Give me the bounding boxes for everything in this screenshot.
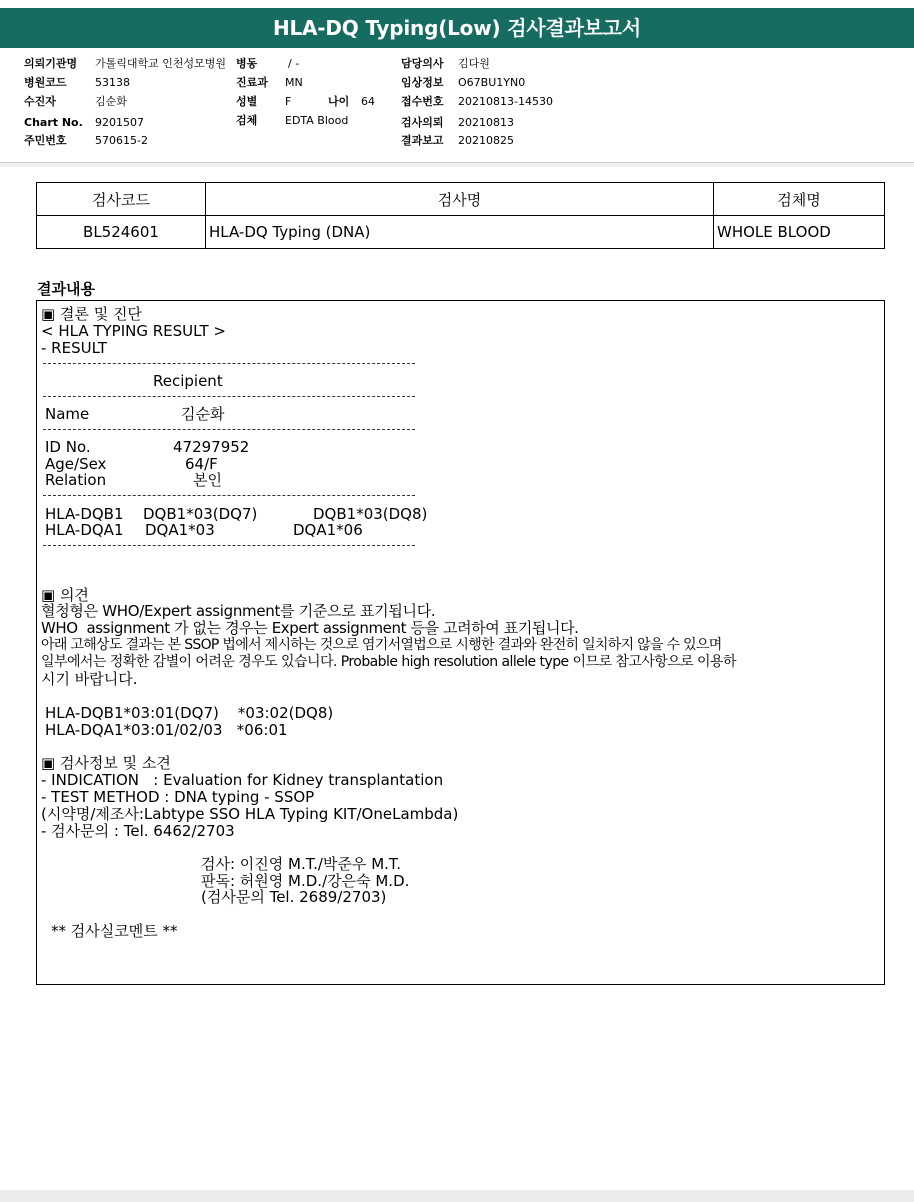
- indication-line: - INDICATION : Evaluation for Kidney transplantation: [41, 771, 444, 789]
- typing-result-title: < HLA TYPING RESULT >: [41, 322, 226, 340]
- relation-value: 본인: [193, 471, 222, 489]
- header-test-code: 검사코드: [37, 183, 206, 216]
- id-value: 47297952: [173, 438, 250, 456]
- specimen-label: 검체: [236, 114, 258, 127]
- test-method-line: - TEST METHOD : DNA typing - SSOP: [41, 788, 315, 806]
- test-table: [36, 182, 885, 249]
- request-date-label: 검사의뢰: [401, 116, 444, 129]
- conclusion-title: ▣ 결론 및 진단: [41, 305, 142, 323]
- dqb1-label: HLA-DQB1: [45, 505, 124, 523]
- name-label: Name: [45, 405, 90, 423]
- cell-test-name: HLA-DQ Typing (DNA): [206, 216, 714, 249]
- header-test-name: 검사명: [206, 183, 714, 216]
- opinion-line-1: 혈청형은 WHO/Expert assignment를 기준으로 표기됩니다.: [41, 602, 436, 620]
- institution-label: 의뢰기관명: [24, 57, 78, 70]
- lab-comment-title: ** 검사실코멘트 **: [51, 922, 178, 940]
- inquiry-line: - 검사문의 : Tel. 6462/2703: [41, 822, 235, 840]
- agesex-label: Age/Sex: [45, 455, 107, 473]
- reagent-line: (시약명/제조사:Labtype SSO HLA Typing KIT/OneLambda): [41, 805, 459, 823]
- report-title-banner: [0, 8, 914, 48]
- test-table-header-row: [37, 183, 885, 216]
- ward-value: / -: [288, 57, 300, 70]
- bottom-scroll-strip: [0, 1190, 914, 1202]
- resident-no-label: 주민번호: [24, 134, 67, 147]
- dqb1-allele-1: DQB1*03(DQ7): [143, 505, 258, 523]
- doctor-label: 담당의사: [401, 57, 444, 70]
- age-label: 나이: [328, 95, 350, 108]
- patient-label: 수진자: [24, 95, 56, 108]
- agesex-value: 64/F: [185, 455, 218, 473]
- table-row: [37, 216, 885, 249]
- doctor-value: 김다원: [458, 57, 490, 70]
- dashed-divider: [43, 495, 415, 496]
- clinical-info-label: 임상정보: [401, 76, 444, 89]
- report-date-value: 20210825: [458, 134, 514, 147]
- cell-test-code: BL524601: [37, 216, 206, 249]
- name-value: 김순화: [181, 405, 225, 423]
- relation-label: Relation: [45, 471, 107, 489]
- request-date-value: 20210813: [458, 116, 514, 129]
- department-label: 진료과: [236, 76, 268, 89]
- clinical-info-value: O67BU1YN0: [458, 76, 526, 89]
- recipient-heading: Recipient: [153, 372, 223, 390]
- patient-name: 김순화: [95, 95, 127, 108]
- hospital-code-label: 병원코드: [24, 76, 67, 89]
- dqa1-allele-2: DQA1*06: [293, 521, 363, 539]
- dqb1-allele-2: DQB1*03(DQ8): [313, 505, 428, 523]
- dashed-divider: [43, 429, 415, 430]
- chart-no-label: Chart No.: [24, 116, 83, 129]
- id-label: ID No.: [45, 438, 91, 456]
- reader-line: 판독: 허원영 M.D./강은숙 M.D.: [201, 872, 410, 890]
- specimen-value: EDTA Blood: [285, 114, 349, 127]
- opinion-line-3: 아래 고해상도 결과는 본 SSOP 법에서 제시하는 것으로 염기서열법으로 시행한 결과와 완전히 일치하지 않을 수 있으며: [41, 637, 722, 653]
- dashed-divider: [43, 545, 415, 546]
- resident-no-value: 570615-2: [95, 134, 148, 147]
- report-title: HLA-DQ Typing(Low) 검사결과보고서: [272, 16, 642, 40]
- ward-label: 병동: [236, 57, 258, 70]
- dqa1-allele-1: DQA1*03: [145, 521, 215, 539]
- header-divider-shadow: [0, 163, 914, 167]
- contact-line: (검사문의 Tel. 2689/2703): [201, 888, 387, 906]
- institution-value: 가톨릭대학교 인천성모병원: [95, 57, 227, 70]
- report-date-label: 결과보고: [401, 134, 444, 147]
- age-value: 64: [361, 95, 375, 108]
- result-content-box: [36, 300, 885, 985]
- department-value: MN: [285, 76, 303, 89]
- receipt-no-value: 20210813-14530: [458, 95, 553, 108]
- patient-info-section: [0, 54, 914, 158]
- hires-dqa1: HLA-DQA1*03:01/02/03 *06:01: [45, 721, 288, 739]
- hires-dqb1: HLA-DQB1*03:01(DQ7) *03:02(DQ8): [45, 704, 334, 722]
- opinion-line-4: 일부에서는 정확한 감별이 어려운 경우도 있습니다. Probable high resolution allele type 이므로 참고사항으로 이용하: [41, 654, 736, 670]
- dashed-divider: [43, 396, 415, 397]
- result-label: - RESULT: [41, 339, 108, 357]
- sex-label: 성별: [236, 95, 258, 108]
- cell-specimen-name: WHOLE BLOOD: [714, 216, 885, 249]
- dashed-divider: [43, 363, 415, 364]
- result-heading: 결과내용: [37, 280, 95, 298]
- receipt-no-label: 접수번호: [401, 95, 444, 108]
- header-specimen-name: 검체명: [714, 183, 885, 216]
- opinion-line-5: 시기 바랍니다.: [41, 670, 138, 688]
- tester-line: 검사: 이진영 M.T./박준우 M.T.: [201, 855, 402, 873]
- opinion-line-2: WHO assignment 가 없는 경우는 Expert assignment 등을 고려하여 표기됩니다.: [41, 619, 579, 637]
- sex-value: F: [285, 95, 292, 108]
- chart-no-value: 9201507: [95, 116, 144, 129]
- opinion-title: ▣ 의견: [41, 586, 89, 604]
- info-title: ▣ 검사정보 및 소견: [41, 754, 171, 772]
- dqa1-label: HLA-DQA1: [45, 521, 124, 539]
- hospital-code-value: 53138: [95, 76, 130, 89]
